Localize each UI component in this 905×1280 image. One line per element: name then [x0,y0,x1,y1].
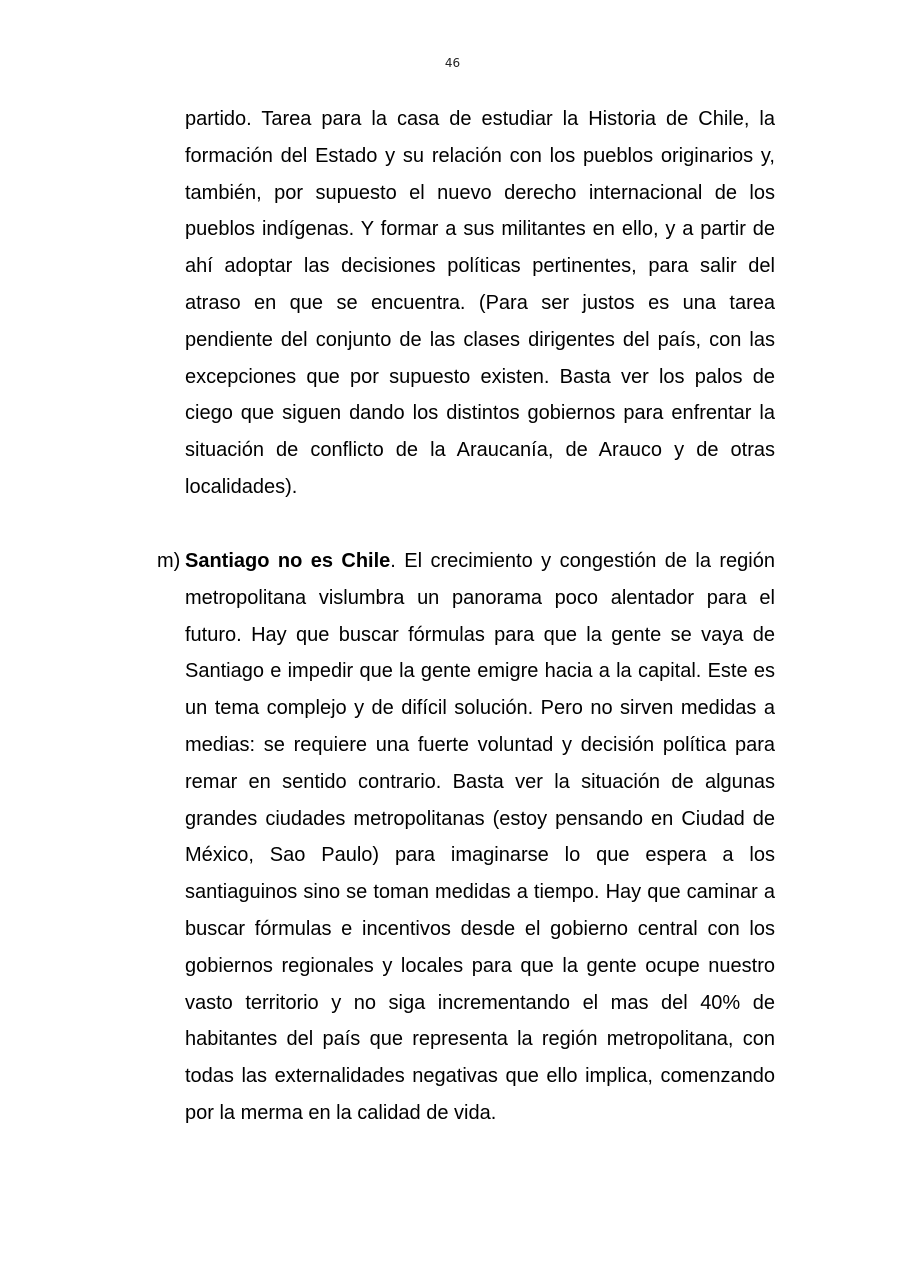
list-item-title: Santiago no es Chile [185,550,391,572]
list-item-m [157,543,775,1132]
list-item-text: . El crecimiento y congestión de la región metropolitana vislumbra un panorama poco alentador para el futuro. Hay que buscar fórmulas para que la gente se vaya de Santiago e impedir que la gente emigre hacia a la capital. Este es un tema complejo y de difícil solución. Pero no sirven medidas a medias: se requiere una fuerte voluntad y decisión política para remar en sentido contrario. Basta ver la situación de algunas grandes ciudades metropolitanas (estoy pensando en Ciudad de México, Sao Paulo) para imaginarse lo que espera a los santiaguinos sino se toman medidas a tiempo. Hay que caminar a buscar fórmulas e incentivos desde el gobierno central con los gobiernos regionales y locales para que la gente ocupe nuestro vasto territorio y no siga incrementando el mas del 40% de habitantes del país que representa la región metropolitana, con todas las externalidades negativas que ello implica, comenzando por la merma en la calidad de vida. [185,550,775,1124]
list-item-marker: m) [157,550,181,572]
paragraph-text: partido. Tarea para la casa de estudiar la Historia de Chile, la formación del Estado y su relación con los pueblos originarios y, también, por supuesto el nuevo derecho internacional de los pueblos indígenas. Y formar a sus militantes en ello, y a partir de ahí adoptar las decisiones políticas pertinentes, para salir del atraso en que se encuentra. (Para ser justos es una tarea pendiente del conjunto de las clases dirigentes del país, con las excepciones que por supuesto existen. Basta ver los palos de ciego que siguen dando los distintos gobiernos para enfrentar la situación de conflicto de la Araucanía, de Arauco y de otras localidades). [185,108,775,498]
page-number: 46 [444,56,461,70]
paragraph-continuation [185,101,775,506]
